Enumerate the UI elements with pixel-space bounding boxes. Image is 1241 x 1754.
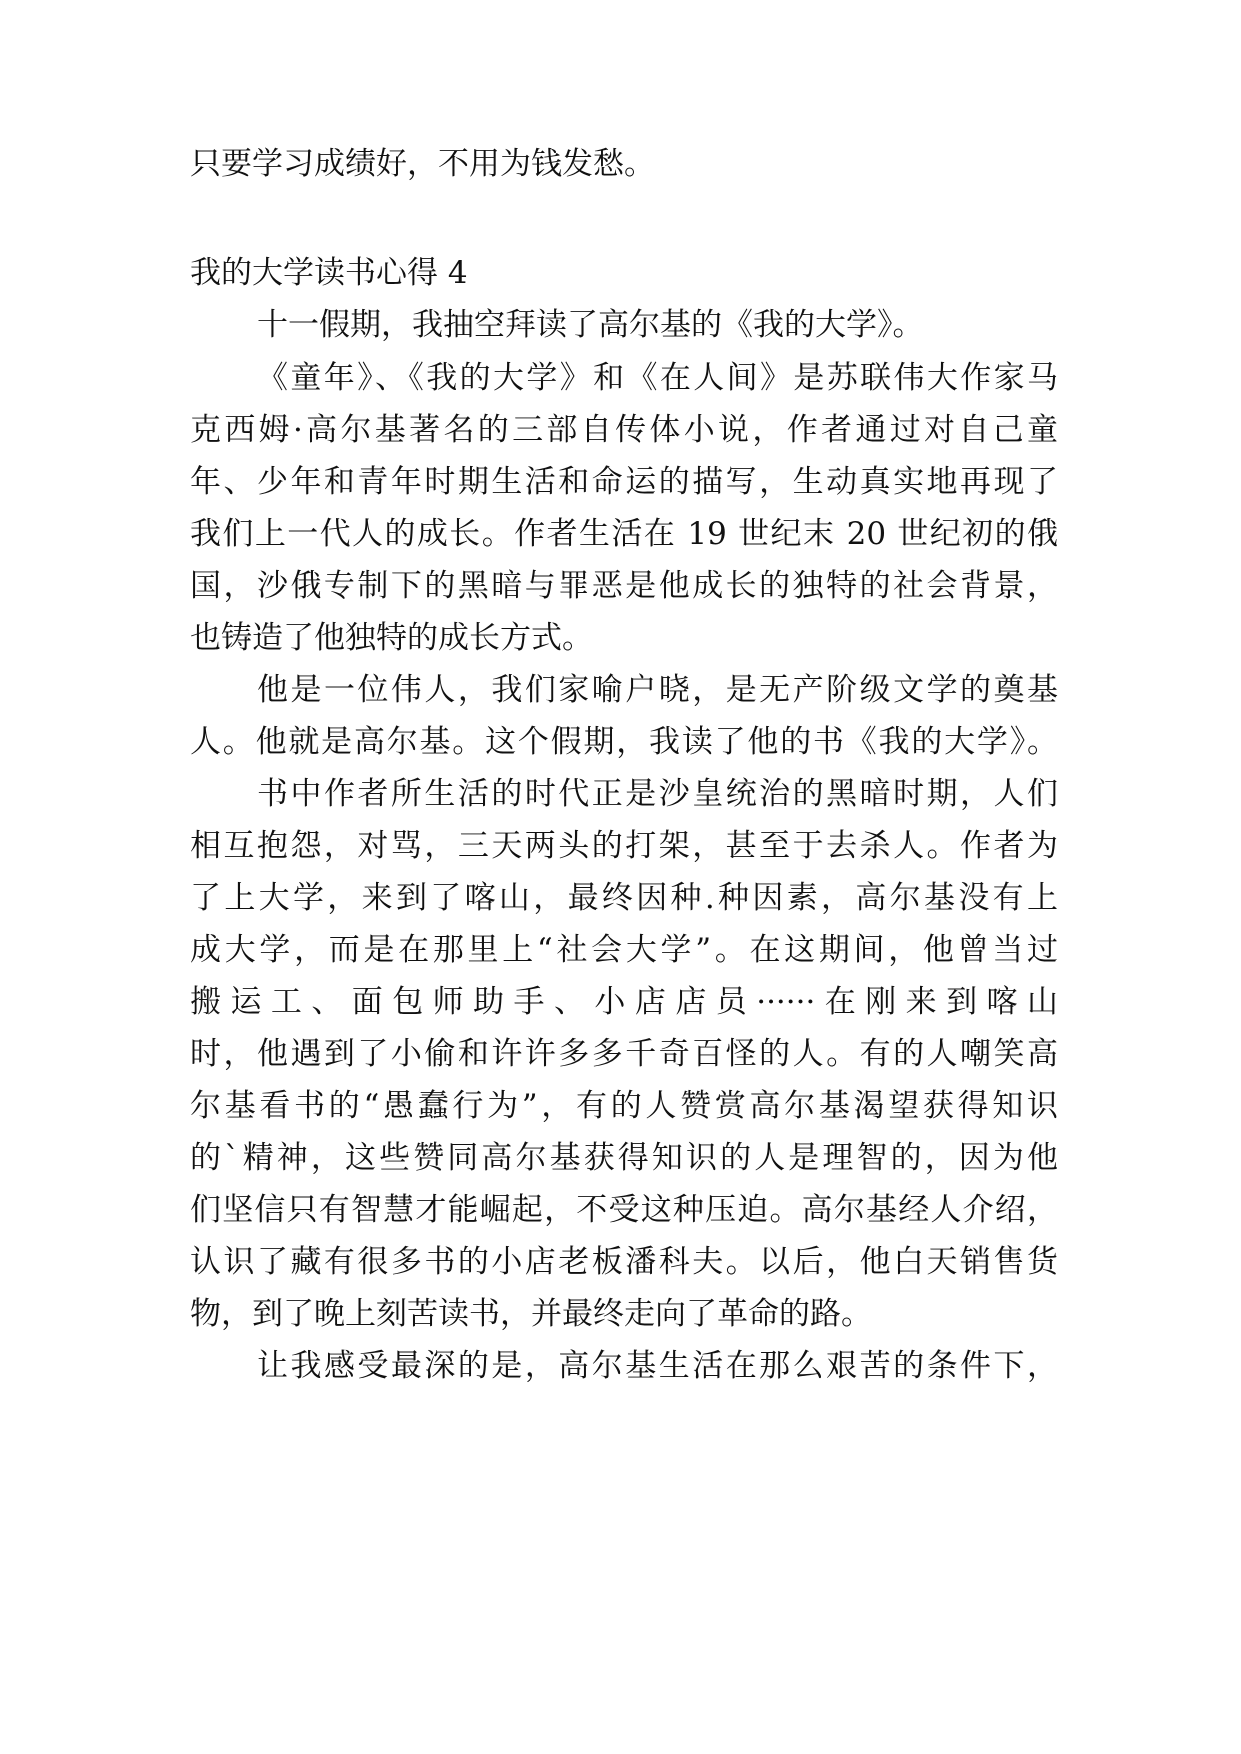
paragraph-line: 也铸造了他独特的成长方式。 <box>190 620 593 656</box>
paragraph-line: 书中作者所生活的时代正是沙皇统治的黑暗时期，人们 <box>257 776 1058 812</box>
paragraph-line: 国，沙俄专制下的黑暗与罪恶是他成长的独特的社会背景， <box>190 568 1058 604</box>
paragraph-line: 尔基看书的“愚蠢行为”，有的人赞赏高尔基渴望获得知识 <box>190 1088 1058 1124</box>
paragraph-line: 成大学，而是在那里上“社会大学”。在这期间，他曾当过 <box>190 932 1058 968</box>
paragraph-line: 时，他遇到了小偷和许许多多千奇百怪的人。有的人嘲笑高 <box>190 1036 1058 1072</box>
paragraph-line: 相互抱怨，对骂，三天两头的打架，甚至于去杀人。作者为 <box>190 828 1058 864</box>
paragraph-line: 十一假期，我抽空拜读了高尔基的《我的大学》。 <box>257 307 924 343</box>
paragraph-line: 让我感受最深的是，高尔基生活在那么艰苦的条件下， <box>257 1348 1058 1384</box>
paragraph-line: 了上大学，来到了喀山，最终因种.种因素，高尔基没有上 <box>190 880 1058 916</box>
paragraph-line: 们坚信只有智慧才能崛起，不受这种压迫。高尔基经人介绍， <box>190 1192 1058 1228</box>
paragraph-line: 年、少年和青年时期生活和命运的描写，生动真实地再现了 <box>190 464 1058 500</box>
paragraph-line: 的`精神，这些赞同高尔基获得知识的人是理智的，因为他 <box>190 1140 1058 1176</box>
section-title: 我的大学读书心得 4 <box>190 255 468 291</box>
paragraph-line: 物，到了晚上刻苦读书，并最终走向了革命的路。 <box>190 1296 872 1332</box>
paragraph-line: 《童年》、《我的大学》和《在人间》是苏联伟大作家马 <box>257 360 1058 396</box>
carryover-line: 只要学习成绩好，不用为钱发愁。 <box>190 146 655 182</box>
paragraph-line: 他是一位伟人，我们家喻户晓，是无产阶级文学的奠基 <box>257 672 1058 708</box>
paragraph-line: 我们上一代人的成长。作者生活在 19 世纪末 20 世纪初的俄 <box>190 516 1058 552</box>
paragraph-line: 人。他就是高尔基。这个假期，我读了他的书《我的大学》。 <box>190 724 1058 760</box>
paragraph-line: 搬运工、面包师助手、小店店员······在刚来到喀山 <box>190 984 1058 1020</box>
paragraph-line: 克西姆·高尔基著名的三部自传体小说，作者通过对自己童 <box>190 412 1058 448</box>
paragraph-line: 认识了藏有很多书的小店老板潘科夫。以后，他白天销售货 <box>190 1244 1058 1280</box>
